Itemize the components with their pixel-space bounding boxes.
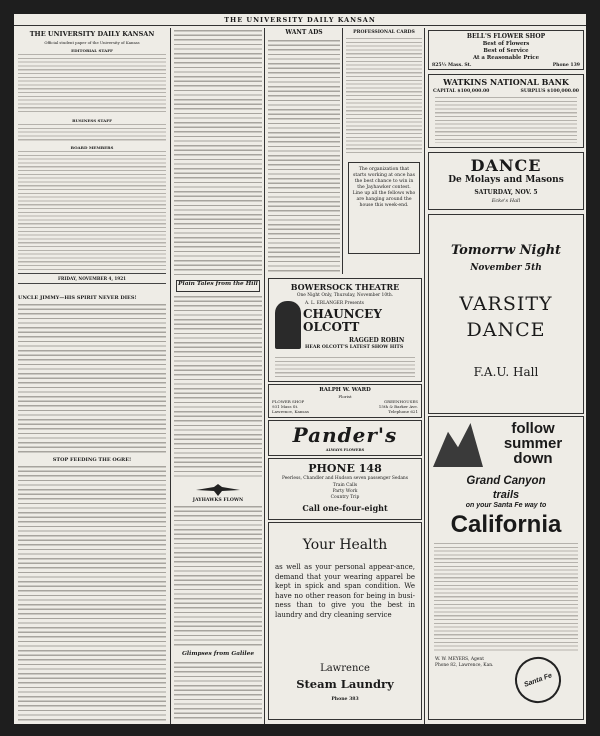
issue-date: FRIDAY, NOVEMBER 4, 1921 bbox=[57, 276, 127, 281]
column-rule bbox=[342, 28, 343, 274]
demolay-dance-ad: DANCE De Molays and Masons SATURDAY, NOV. 5 Ecke's Hall bbox=[428, 152, 584, 210]
mountain-illustration bbox=[433, 423, 483, 467]
olcott-portrait bbox=[275, 301, 301, 349]
want-ads-column bbox=[268, 28, 340, 276]
your-health-title: Your Health bbox=[302, 537, 388, 553]
bells-address: 825½ Mass. St. bbox=[432, 63, 472, 68]
olcott-name: CHAUNCEY OLCOTT bbox=[303, 307, 382, 334]
varsity-dance-ad: Tomorrw Night November 5th VARSITY DANCE F.A.U. Hall bbox=[428, 214, 584, 414]
steam-laundry-name: Steam Laundry bbox=[296, 677, 394, 691]
watkins-bank-ad: WATKINS NATIONAL BANK CAPITAL $100,000.00 SURPLUS $100,000.00 bbox=[428, 74, 584, 148]
dance-title: DANCE bbox=[470, 156, 542, 175]
panders-ad: Pander's ALWAYS FLOWERS bbox=[268, 420, 422, 456]
watkins-title: WATKINS NATIONAL BANK bbox=[443, 77, 569, 87]
board-heading: BOARD MEMBERS bbox=[70, 145, 114, 150]
follow-summer-down: follow summer down bbox=[503, 420, 563, 467]
varsity-line1: Tomorrw Night bbox=[450, 243, 562, 258]
masthead: THE UNIVERSITY DAILY KANSAN bbox=[224, 16, 376, 24]
california-title: California bbox=[450, 511, 562, 538]
bells-flower-ad: BELL'S FLOWER SHOP Best of Flowers Best of Service At a Reasonable Price 825½ Mass. St. Phone 139 bbox=[428, 30, 584, 70]
editorial-staff-heading: EDITORIAL STAFF bbox=[71, 48, 113, 53]
column-rule bbox=[264, 28, 265, 724]
phone-148-title: PHONE 148 bbox=[308, 462, 382, 475]
column-rule bbox=[170, 28, 171, 724]
paper-subtitle: Official student paper of the University of Kansas bbox=[44, 40, 140, 45]
bowersock-title: BOWERSOCK THEATRE bbox=[290, 282, 400, 292]
varsity-title: VARSITY bbox=[459, 293, 553, 315]
phone-148-ad: PHONE 148 Peerless, Chandler and Hudson seven passenger Sedans Train Calls Party Work Country Trip Call one-four-eight bbox=[268, 458, 422, 520]
jayhawker-contest-ad bbox=[348, 162, 420, 254]
plain-tales-heading: Plain Tales from the Hill bbox=[178, 281, 258, 287]
bells-phone: Phone 139 bbox=[552, 63, 580, 68]
business-staff-heading: BUSINESS STAFF bbox=[72, 118, 112, 123]
steam-laundry-ad: Your Health as well as your personal appear-ance, demand that your wearing apparel be kept in spick and span condition. We have no other reason for being in busi-ness than to give you the best in laundry and dry cleaning service Lawrence Steam Laundry Phone 383 bbox=[268, 522, 422, 720]
glimpses-heading: Glimpses from Galilee bbox=[181, 651, 255, 657]
plain-tales-box bbox=[176, 280, 260, 292]
santa-fe-agent: W. W. MEYERS, Agent bbox=[435, 657, 484, 662]
bowersock-theatre-ad: BOWERSOCK THEATRE One Night Only, Thursday, November 10th. A. L. ERLANGER Presents CHAUNCEY OLCOTT RAGGED ROBIN HEAR OLCOTT'S LATEST SHOW HITS bbox=[268, 278, 422, 382]
jayhawker-contest-text: The organization that starts working at once has the best chance to win in the Jayhawker contest. Line up all the fellows who are hanging around the house this week-end. bbox=[352, 167, 416, 208]
want-ads-heading: WANT ADS bbox=[285, 29, 323, 36]
professional-cards-heading: PROFESSIONAL CARDS bbox=[353, 30, 415, 35]
santa-fe-logo: Santa Fe bbox=[509, 651, 568, 710]
jayhawks-flown-heading: JAYHAWKS FLOWN bbox=[192, 498, 244, 503]
panders-logo: Pander's bbox=[292, 423, 398, 447]
uncle-jimmy-heading: UNCLE JIMMY—HIS SPIRIT NEVER DIES! bbox=[18, 295, 137, 301]
stop-feeding-heading: STOP FEEDING THE OGRE! bbox=[52, 457, 132, 463]
santa-fe-ad: follow summer down Grand Canyon trails on your Santa Fe way to California W. W. MEYERS, Agent Phone 82, Lawrence, Kan. Santa Fe bbox=[428, 416, 584, 720]
masthead-rule bbox=[14, 25, 586, 26]
news-column bbox=[174, 28, 262, 724]
jayhawk-emblem bbox=[196, 484, 240, 496]
professional-cards-column bbox=[346, 28, 422, 276]
editorial-column bbox=[18, 28, 166, 724]
column-rule bbox=[424, 28, 425, 724]
ward-florist-ad: RALPH W. WARD Florist FLOWER SHOP 931 Mass St. Lawrence, Kansas GREENHOUSES 15th & Barker Ave. Telephone 621 bbox=[268, 384, 422, 418]
santa-fe-phone: Phone 82, Lawrence, Kan. bbox=[435, 662, 494, 668]
paper-title: THE UNIVERSITY DAILY KANSAN bbox=[29, 30, 155, 38]
newspaper-page bbox=[14, 14, 586, 724]
bells-title: BELL'S FLOWER SHOP bbox=[466, 33, 546, 40]
